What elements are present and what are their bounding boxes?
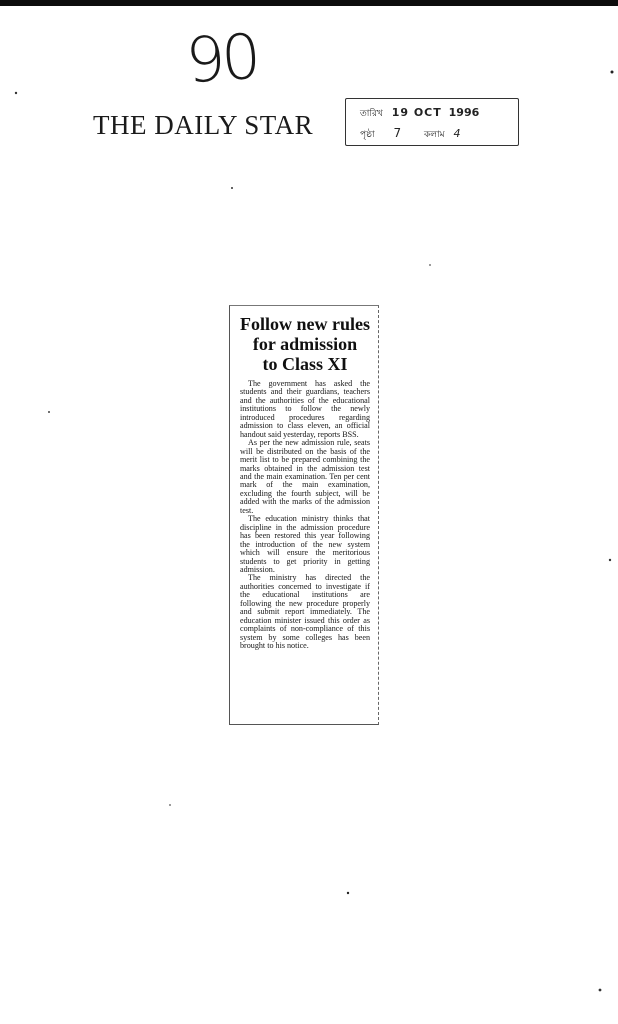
scan-speck: [231, 187, 233, 189]
article-paragraph: As per the new admission rule, seats will be distributed on the basis of the merit list to be prepared combining the marks obtained in the admission test and the main examination. Ten per cent mark of the main examination, excluding the fourth subject, will be added with the marks of the admission test.: [240, 438, 370, 515]
headline-line: for admission: [252, 334, 358, 354]
scan-speck: [169, 804, 171, 806]
stamp-column-label: কলাম: [423, 130, 445, 140]
stamp-date: 19 OCT: [391, 106, 442, 119]
newspaper-masthead: THE DAILY STAR: [93, 110, 314, 140]
stamp-column-value: 4: [453, 127, 461, 140]
scan-speck: [429, 264, 431, 266]
scan-speck: [599, 989, 602, 992]
scan-speck: [609, 559, 611, 561]
article-paragraph: The education ministry thinks that discipline in the admission procedure has been restored this year following the introduction of the new system which will ensure the meritorious students to get priority in getting admission.: [240, 514, 370, 574]
stamp-page-label: পৃষ্ঠা: [360, 130, 375, 140]
scan-speck: [611, 71, 614, 74]
scan-speck: [48, 411, 50, 413]
scan-speck: [15, 92, 17, 94]
article-paragraph: The ministry has directed the authorities concerned to investigate if the educational institutions are following the new procedure properly and submit report immediately. The education minister issued this order as complaints of non-compliance of this system by some colleges has been brought to his notice.: [240, 573, 370, 651]
stamp-page-number: 7: [393, 126, 402, 140]
headline-line: Follow new rules: [240, 314, 370, 334]
headline-line: to Class XI: [262, 354, 348, 374]
scan-speck: [347, 892, 349, 894]
handwritten-page-number: 90: [183, 19, 260, 98]
article-paragraph: The government has asked the students and their guardians, teachers and the authorities of the educational institutions to follow the newly introduced procedures regarding admission to class eleven, an official handout said yesterday, reports BSS.: [240, 379, 370, 439]
stamp-year: 1996: [448, 106, 480, 119]
stamp-date-label: তারিখ: [360, 109, 383, 119]
